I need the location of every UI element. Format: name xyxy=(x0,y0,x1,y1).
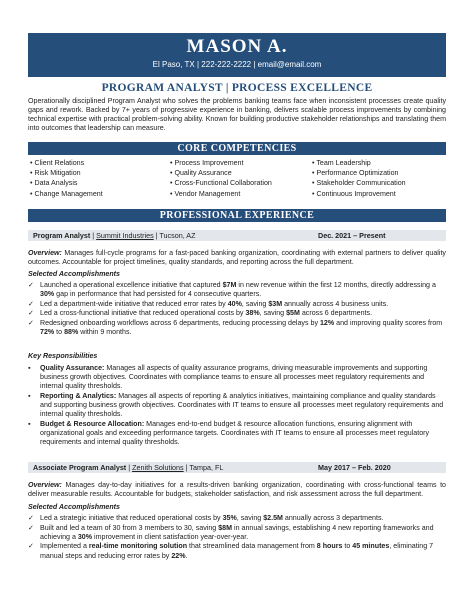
competency-item: • Cross-Functional Collaboration xyxy=(170,178,312,188)
competency-item: • Stakeholder Communication xyxy=(312,178,446,188)
check-icon: ✓ xyxy=(28,309,34,318)
company-name: Summit Industries xyxy=(96,231,154,240)
bullet-icon: ▪ xyxy=(28,391,31,400)
bullet-icon: ▪ xyxy=(28,419,31,428)
list-item: ✓ Launched a operational excellence initiative that captured $7M in new revenue within the first 12 months, directly addressing a 30% gap in performance that had persisted for 4 consecutive quarters. xyxy=(28,281,436,299)
competency-item: • Quality Assurance xyxy=(170,168,312,178)
job-header xyxy=(28,462,446,473)
job-overview xyxy=(28,481,446,499)
job-header xyxy=(28,230,446,241)
competency-item: • Team Leadership xyxy=(312,158,446,168)
role-title: PROGRAM ANALYST | PROCESS EXCELLENCE xyxy=(101,82,373,94)
job-location: Tampa, FL xyxy=(189,463,224,472)
competencies-heading: CORE COMPETENCIES xyxy=(28,142,446,155)
list-item: ▪ Quality Assurance: Manages all aspects of quality assurance programs, driving measurable improvements and supporting business growth objectives. Coordinates with compliance teams to ensure all processes meet regulatory requirements and internal quality thresholds. xyxy=(28,364,428,391)
competency-item: • Change Management xyxy=(30,189,170,199)
accomplishments-heading: Selected Accomplishments xyxy=(28,270,120,278)
competencies-grid xyxy=(30,158,446,199)
competency-item: • Risk Mitigation xyxy=(30,168,170,178)
job-dates: Dec. 2021 – Present xyxy=(318,231,386,240)
competency-item: • Data Analysis xyxy=(30,178,170,188)
overview-text: Manages day-to-day initiatives for a results-driven banking organization, coordinating with cross-functional teams to deliver measurable results. Accountable for budgets, stakeholder satisfaction, and risk assessment across the full department. xyxy=(28,481,446,499)
list-item: ✓ Led a department-wide initiative that reduced error rates by 40%, saving $3M annually across 4 business units. xyxy=(28,299,389,308)
check-icon: ✓ xyxy=(28,542,34,551)
list-item: ✓ Led a strategic initiative that reduced operational costs by 35%, saving $2.5M annually across 3 departments. xyxy=(28,514,384,522)
job-location: Tucson, AZ xyxy=(159,231,196,240)
job-title: Associate Program Analyst xyxy=(33,463,127,472)
check-icon: ✓ xyxy=(28,299,34,308)
list-item: ✓ Implemented a real-time monitoring solution that streamlined data management from 8 hours to 45 minutes, eliminating 7 manual steps and reducing error rates by 22%. xyxy=(28,542,434,560)
competency-item: • Continuous Improvement xyxy=(312,189,446,199)
accomplishments-list xyxy=(28,514,446,561)
list-item: ▪ Budget & Resource Allocation: Manages end-to-end budget & resource allocation functions, ensuring alignment with organizational goals and exceeding performance targets. Coordinates with IT teams to ensure all processes meet regulatory requirements and internal quality thresholds. xyxy=(28,419,430,446)
competency-item: • Process Improvement xyxy=(170,158,312,168)
list-item: ▪ Reporting & Analytics: Manages all aspects of reporting & analytics initiatives, maintaining compliance and quality standards and supporting business growth objectives. Coordinates with IT teams to ensure all processes meet regulatory requirements and internal quality thresholds. xyxy=(28,391,444,419)
bullet-icon: ▪ xyxy=(28,364,31,372)
job-dates: May 2017 – Feb. 2020 xyxy=(318,463,391,472)
job-overview xyxy=(28,249,446,267)
summary-paragraph: Operationally disciplined Program Analyst who solves the problems banking teams face when inconsistent processes create quality gaps and rework. Backed by 7+ years of progressive experience in banking, delivers scalable process improvements by combining technical expertise with practical problem-solving ability. Known for building productive stakeholder relationships and translating them into outcomes that leadership can measure. xyxy=(28,97,446,133)
overview-text: Manages full-cycle programs for a fast-paced banking organization, coordinating with external partners to deliver quality outcomes. Accountable for project timelines, quality standards, and reporting across the full department. xyxy=(28,249,446,267)
header-banner xyxy=(28,33,446,77)
competency-item: • Client Relations xyxy=(30,158,170,168)
overview-label: Overview: xyxy=(28,481,62,489)
experience-heading: PROFESSIONAL EXPERIENCE xyxy=(28,209,446,222)
job-title-line: Program Analyst | Summit Industries | Tucson, AZ xyxy=(33,231,196,240)
list-item: ✓ Led a cross-functional initiative that reduced operational costs by 38%, saving $5M across 6 departments. xyxy=(28,309,373,318)
list-item: ✓ Redesigned onboarding workflows across 6 departments, reducing processing delays by 12% and improving quality scores from 72% to 88% within 9 months. xyxy=(28,319,443,337)
check-icon: ✓ xyxy=(28,514,34,522)
company-name: Zenith Solutions xyxy=(132,463,184,472)
responsibilities-heading: Key Responsibilities xyxy=(28,352,98,360)
responsibilities-list xyxy=(28,364,446,448)
candidate-name: MASON A. xyxy=(186,36,288,57)
competency-item: • Performance Optimization xyxy=(312,168,446,178)
overview-label: Overview: xyxy=(28,249,62,257)
competency-item: • Vendor Management xyxy=(170,189,312,199)
check-icon: ✓ xyxy=(28,319,34,328)
accomplishments-heading: Selected Accomplishments xyxy=(28,503,120,511)
contact-line: El Paso, TX | 222-222-2222 | email@email.com xyxy=(152,60,322,69)
check-icon: ✓ xyxy=(28,281,34,289)
check-icon: ✓ xyxy=(28,523,34,532)
list-item: ✓ Built and led a team of 30 from 3 members to 30, saving $8M in annual savings, establishing 4 new reporting frameworks and achieving a 30% improvement in client satisfaction year-over-year. xyxy=(28,523,434,541)
job-title-line: Associate Program Analyst | Zenith Solutions | Tampa, FL xyxy=(33,463,224,472)
accomplishments-list xyxy=(28,281,446,338)
job-title: Program Analyst xyxy=(33,231,91,240)
